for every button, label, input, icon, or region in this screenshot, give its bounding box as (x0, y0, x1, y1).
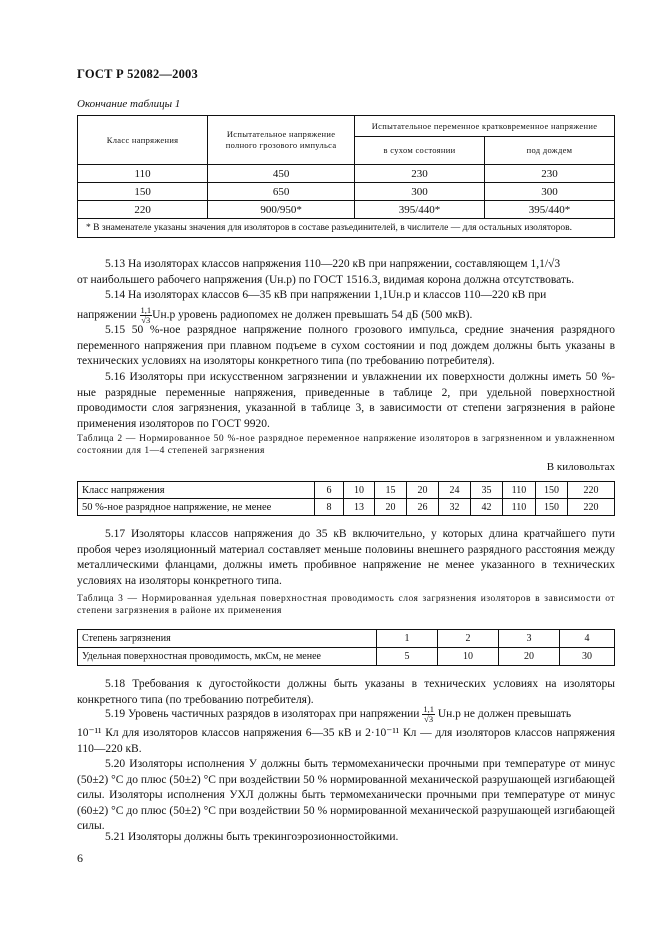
t3-cell: 2 (438, 630, 499, 648)
table-1 (77, 115, 615, 238)
t1-cell: 300 (354, 183, 484, 201)
paragraph-5-18: 5.18 Требования к дугостойкости должны быть указаны в технических условиях на изоляторы конкретного типа (по требованию потребителя). (77, 678, 615, 706)
t2-cell: 32 (439, 499, 471, 516)
t2-cell: 13 (344, 499, 375, 516)
paragraph-5-16: 5.16 Изоляторы при искусственном загрязнении и увлажнении их поверхности должны иметь 50 %-ные разрядные переменные напряжения, приведенные в таблице 2, при удельной поверхностной проводимости слоя загрязнения, указанной в таблице 3, в зависимости от степени загрязнения в районе применения изоляторов по ГОСТ 9920. (77, 371, 615, 430)
t2-cell: 26 (407, 499, 439, 516)
t1-header-rain: под дождем (484, 137, 614, 165)
table-row (78, 648, 615, 666)
t3-cell: 20 (499, 648, 560, 666)
p519-line1 (77, 705, 615, 724)
t2-cell: 20 (407, 482, 439, 499)
t1-cell: 450 (208, 165, 355, 183)
t1-cell: 110 (78, 165, 208, 183)
table-row (78, 183, 615, 201)
p514-line1: 5.14 На изоляторах классов 6—35 кВ при напряжении 1,1Uн.р и классов 110—220 кВ при (105, 289, 547, 301)
t2-cell: 15 (375, 482, 407, 499)
t1-cell: 300 (484, 183, 614, 201)
t2-cell: 220 (568, 499, 615, 516)
t1-cell: 650 (208, 183, 355, 201)
p519-pre: 5.19 Уровень частичных разрядов в изоляторах при напряжении (105, 708, 420, 721)
p513-line2: от наибольшего рабочего напряжения (Uн.р) по ГОСТ 1516.3, видимая корона должна отсутствовать. (77, 273, 575, 286)
fraction-1-1-sqrt3 (140, 306, 153, 325)
t3-row-label: Степень загрязнения (78, 630, 377, 648)
t1-header-ac: Испытательное переменное кратковременное напряжение (354, 116, 614, 137)
table-3 (77, 629, 615, 666)
t2-cell: 20 (375, 499, 407, 516)
p514-line2 (77, 306, 615, 325)
table-row (78, 165, 615, 183)
t3-cell: 4 (560, 630, 615, 648)
table-2 (77, 481, 615, 516)
table-continuation-label: Окончание таблицы 1 (77, 98, 181, 110)
t2-row-label: Класс напряжения (78, 482, 315, 499)
t2-cell: 220 (568, 482, 615, 499)
t1-footnote: * В знаменателе указаны значения для изоляторов в составе разъединителей, в числителе — для остальных изоляторов. (78, 219, 615, 238)
frac-num: 1,1 (423, 704, 434, 714)
t1-cell: 150 (78, 183, 208, 201)
paragraph-5-20: 5.20 Изоляторы исполнения У должны быть термомеханически прочными при температуре от минус (50±2) °С до плюс (50±2) °С при воздействии 50 % нормированной механической разрушающей изгибающей силы. Изоляторы исполнения УХЛ должны быть термомеханически прочными при температуре от минус (60±2) °С до плюс (50±2) °С при воздействии 50 % нормированной механической разрушающей изгибающей силы. (77, 758, 615, 832)
p514-post: Uн.р уровень радиопомех не должен превышать 54 дБ (500 мкВ). (152, 308, 473, 321)
table-row (78, 201, 615, 219)
table-row (78, 482, 615, 499)
t3-cell: 10 (438, 648, 499, 666)
t1-cell: 230 (354, 165, 484, 183)
t2-cell: 35 (471, 482, 503, 499)
paragraph-5-21: 5.21 Изоляторы должны быть трекингоэрозионностойкими. (105, 831, 399, 843)
table-row (78, 630, 615, 648)
t2-cell: 150 (536, 482, 568, 499)
t3-row-label: Удельная поверхностная проводимость, мкСм, не менее (78, 648, 377, 666)
t1-header-dry: в сухом состоянии (354, 137, 484, 165)
p513-line1: 5.13 На изоляторах классов напряжения 110—220 кВ при напряжении, составляющем 1,1/√3 (105, 258, 561, 270)
t1-cell: 395/440* (354, 201, 484, 219)
frac-den: √3 (424, 714, 434, 724)
p519-line2: 10⁻¹¹ Кл для изоляторов классов напряжения 6—35 кВ и 2·10⁻¹¹ Кл — для изоляторов классов напряжения 110—220 кВ. (77, 727, 615, 755)
t1-cell: 220 (78, 201, 208, 219)
t1-header-class: Класс напряжения (78, 116, 208, 165)
paragraph-5-13 (77, 257, 615, 288)
page-title: ГОСТ Р 52082—2003 (77, 67, 198, 81)
t3-cell: 5 (377, 648, 438, 666)
page-number: 6 (77, 851, 83, 865)
frac-den: √3 (141, 314, 151, 325)
table-2-units: В киловольтах (546, 461, 615, 473)
t2-cell: 10 (344, 482, 375, 499)
paragraph-5-14 (77, 288, 615, 325)
fraction-1-1-sqrt3 (422, 705, 435, 724)
table-row (78, 499, 615, 516)
paragraph-5-19 (77, 705, 615, 757)
t2-cell: 150 (536, 499, 568, 516)
t1-cell: 395/440* (484, 201, 614, 219)
paragraph-5-15: 5.15 50 %-ное разрядное напряжение полного грозового импульса, средние значения разрядного переменного напряжения при плавном подъеме в сухом состоянии и под дождем должны быть указаны в технических условиях на изоляторы конкретного типа (по требованию потребителя). (77, 324, 615, 367)
table-3-caption: Таблица 3 — Нормированная удельная поверхностная проводимость слоя загрязнения изоляторов в зависимости от степени загрязнения в районе их применения (77, 594, 615, 616)
table-2-caption: Таблица 2 — Нормированное 50 %-ное разрядное переменное напряжение изоляторов в загрязненном и увлажненном состоянии для 1—4 степеней загрязнения (77, 434, 615, 456)
t2-cell: 24 (439, 482, 471, 499)
t2-cell: 8 (315, 499, 344, 516)
t3-cell: 1 (377, 630, 438, 648)
t1-cell: 230 (484, 165, 614, 183)
paragraph-5-17: 5.17 Изоляторы классов напряжения до 35 кВ включительно, у которых длина кратчайшего пути пробоя через изоляционный материал составляет меньше половины внешнего разрядного расстояния между металлическими фланцами, должны иметь пробивное напряжение не менее указанного в технических условиях на изоляторы конкретного типа. (77, 528, 615, 587)
p519-post: Uн.р не должен превышать (437, 708, 572, 721)
p514-pre: напряжении (77, 308, 137, 321)
t2-cell: 110 (503, 482, 536, 499)
frac-num: 1,1 (140, 304, 152, 315)
t1-cell: 900/950* (208, 201, 355, 219)
t2-cell: 6 (315, 482, 344, 499)
t3-cell: 30 (560, 648, 615, 666)
t2-row-label: 50 %-ное разрядное напряжение, не менее (78, 499, 315, 516)
t2-cell: 110 (503, 499, 536, 516)
t2-cell: 42 (471, 499, 503, 516)
t3-cell: 3 (499, 630, 560, 648)
t1-header-impulse: Испытательное напряжение полного грозового импульса (208, 116, 355, 165)
